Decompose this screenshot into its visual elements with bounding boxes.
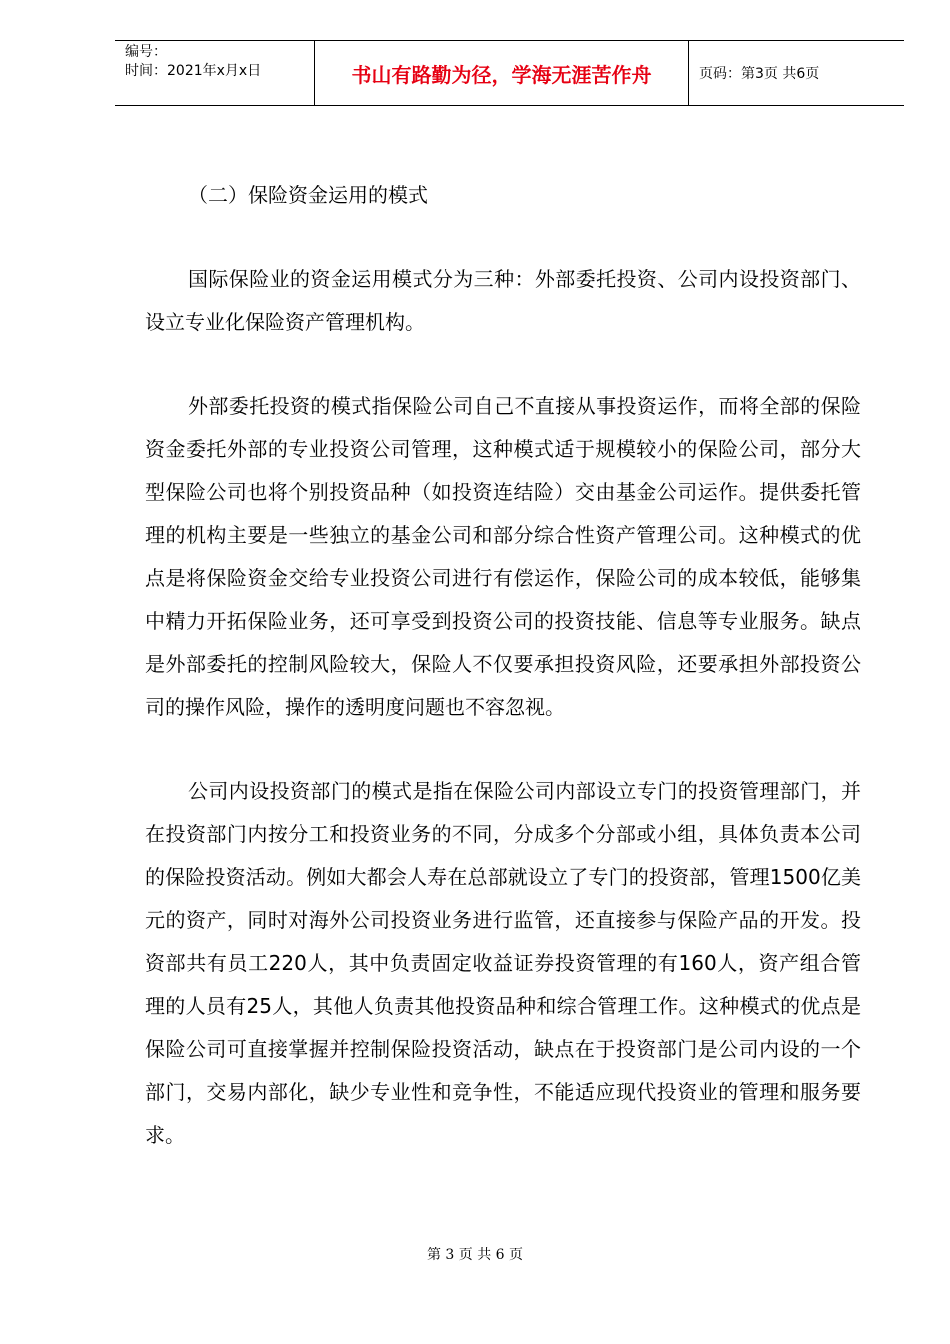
- paragraph: 外部委托投资的模式指保险公司自己不直接从事投资运作，而将全部的保险资金委托外部的专业投资公司管理，这种模式适于规模较小的保险公司，部分大型保险公司也将个别投资品种（如投资连结险）交由基金公司运作。提供委托管理的机构主要是一些独立的基金公司和部分综合性资产管理公司。这种模式的优点是将保险资金交给专业投资公司进行有偿运作，保险公司的成本较低，能够集中精力开拓保险业务，还可享受到投资公司的投资技能、信息等专业服务。缺点是外部委托的控制风险较大，保险人不仅要承担投资风险，还要承担外部投资公司的操作风险，操作的透明度问题也不容忽视。: [145, 394, 861, 719]
- header-page-info: 页码：第3页 共6页: [699, 66, 820, 82]
- page-footer: 第 3 页 共 6 页: [426, 1247, 524, 1263]
- paragraph: 国际保险业的资金运用模式分为三种：外部委托投资、公司内设投资部门、设立专业化保险资产管理机构。: [145, 267, 861, 334]
- page-header: [115, 40, 904, 106]
- document-body: [145, 174, 861, 1198]
- paragraph: 公司内设投资部门的模式是指在保险公司内部设立专门的投资管理部门，并在投资部门内按分工和投资业务的不同，分成多个分部或小组，具体负责本公司的保险投资活动。例如大都会人寿在总部就设立了专门的投资部，管理1500亿美元的资产，同时对海外公司投资业务进行监管，还直接参与保险产品的开发。投资部共有员工220人，其中负责固定收益证券投资管理的有160人，资产组合管理的人员有25人，其他人负责其他投资品种和综合管理工作。这种模式的优点是保险公司可直接掌握并控制保险投资活动，缺点在于投资部门是公司内设的一个部门，交易内部化，缺少专业性和竞争性，不能适应现代投资业的管理和服务要求。: [145, 779, 861, 1147]
- time-label: 时间：2021年x月x日: [125, 63, 262, 79]
- header-meta: [115, 41, 315, 105]
- section-title: （二）保险资金运用的模式: [188, 183, 428, 207]
- number-label: 编号：: [125, 44, 167, 60]
- header-motto: 书山有路勤为径，学海无涯苦作舟: [315, 41, 689, 105]
